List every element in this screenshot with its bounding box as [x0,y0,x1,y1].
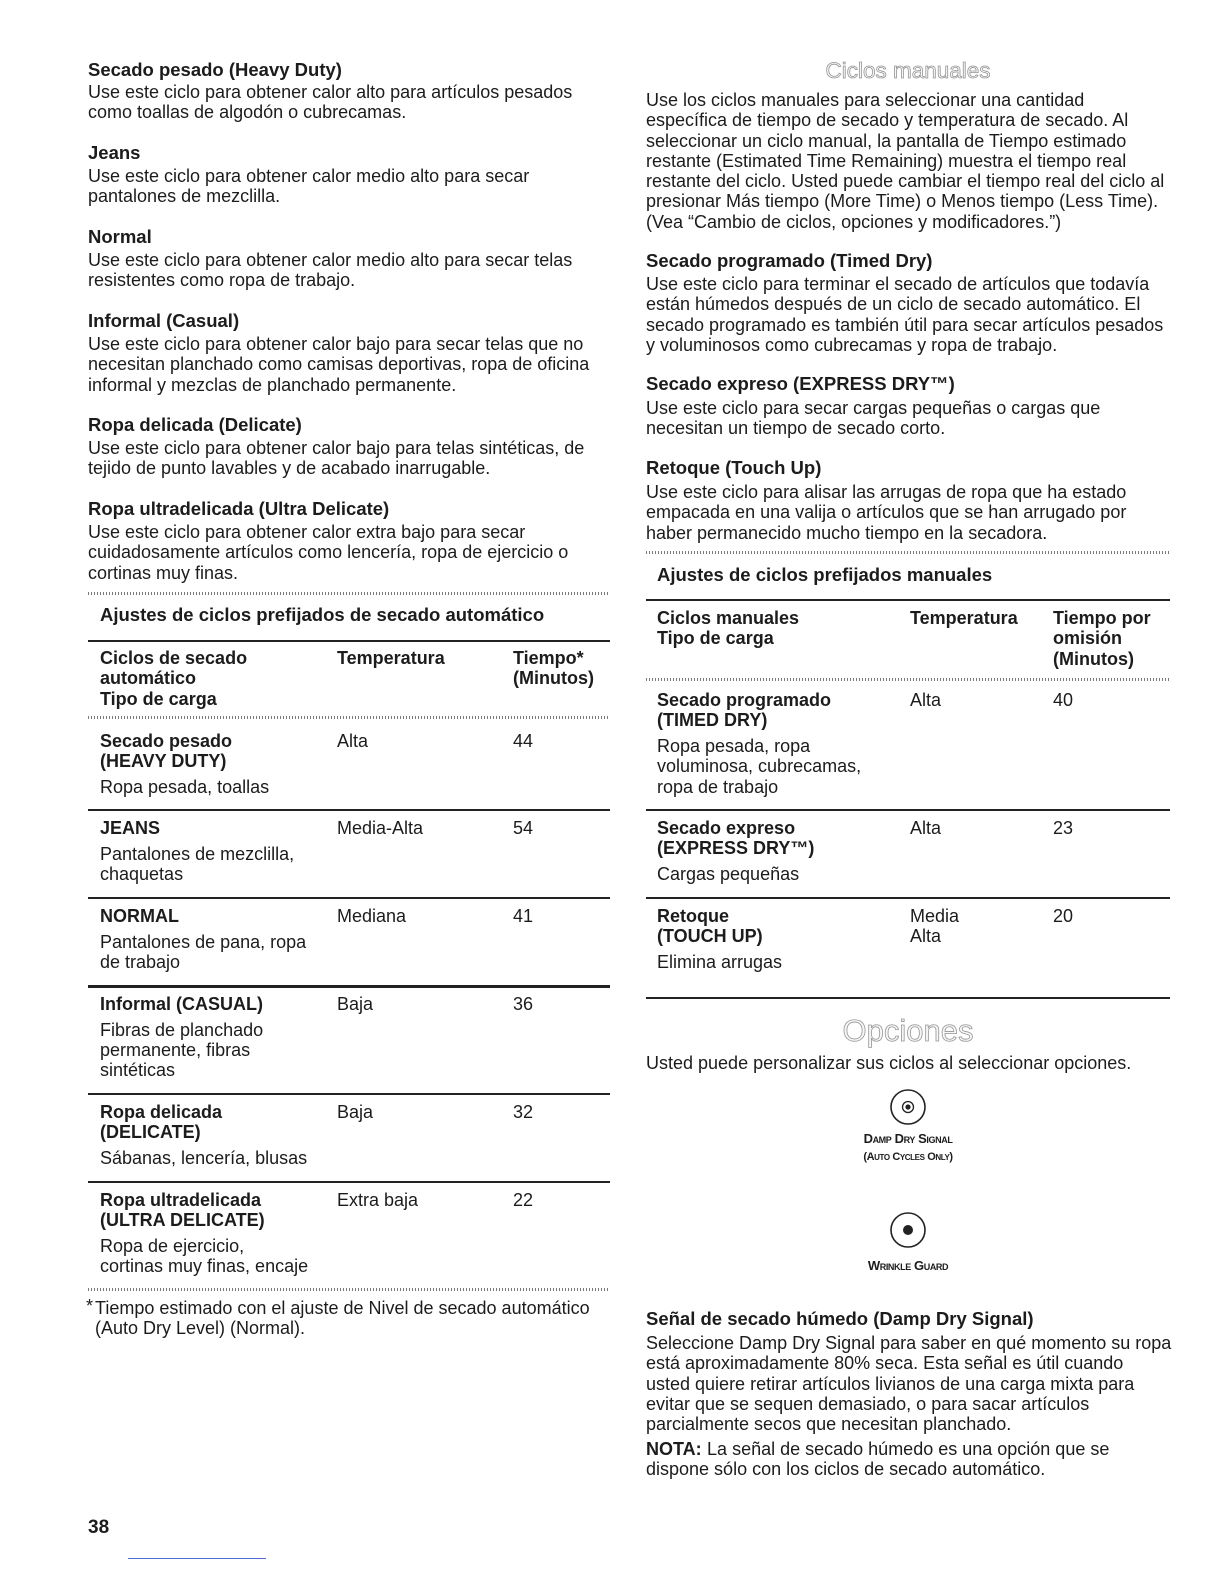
row-divider [88,1181,610,1183]
options-heading: Opciones [842,1013,974,1048]
page-number: 38 [88,1517,110,1538]
dotted-divider [88,716,610,719]
damp-dry-signal-sublabel: (Auto Cycles Only) [863,1151,953,1163]
load-type: Pantalones de mezclilla, chaquetas [100,843,295,885]
time-value: 23 [1053,818,1074,838]
load-type: Pantalones de pana, ropa de trabajo [100,931,307,973]
time-value: 44 [513,731,534,751]
temperature-value: Media-Alta [337,818,424,838]
section-text-casual: Use este ciclo para obtener calor bajo para secar telas que no necesitan planchado como camisas deportivas, ropa de oficina informal y mezclas de planchado permanente. [88,334,590,395]
manual-table-header-temperature: Temperatura [910,608,1018,628]
auto-table-header-cycle: Ciclos de secado automático Tipo de carga [100,648,248,709]
damp-dry-signal-icon [888,1087,928,1127]
cycle-name: Secado programado (TIMED DRY) [657,690,832,731]
options-intro: Usted puede personalizar sus ciclos al seleccionar opciones. [646,1053,1132,1073]
cycle-name: Secado expreso (EXPRESS DRY™) [657,818,815,859]
table-row [657,690,861,797]
section-text-heavy-duty: Use este ciclo para obtener calor alto para artículos pesados como toallas de algodón o cubrecamas. [88,82,573,123]
time-value: 22 [513,1190,534,1210]
damp-dry-signal-label: Damp Dry Signal [863,1131,953,1146]
cycle-name: Ropa delicada (DELICATE) [100,1102,223,1143]
table-bottom-rule [646,997,1170,999]
section-title-jeans: Jeans [88,142,141,163]
table-row [100,818,294,884]
load-type: Ropa de ejercicio, cortinas muy finas, encaje [100,1236,309,1277]
time-value: 54 [513,818,534,838]
row-divider [88,1093,610,1095]
auto-table-header-time: Tiempo* (Minutos) [513,648,594,689]
temperature-value: Extra baja [337,1190,419,1210]
section-title-timed-dry: Secado programado (Timed Dry) [646,250,933,271]
footnote-text: Tiempo estimado con el ajuste de Nivel de secado automático (Auto Dry Level) (Normal). [95,1298,590,1339]
dotted-divider [646,678,1170,681]
table-row [100,1190,308,1277]
wrinkle-guard-icon [888,1210,928,1250]
temperature-value: Alta [337,731,369,751]
note-text: La señal de secado húmedo es una opción que se dispone sólo con los ciclos de secado automático. [646,1439,1110,1480]
section-title-casual: Informal (Casual) [88,310,240,331]
table-row [100,731,269,797]
dotted-divider [88,592,610,595]
section-title-normal: Normal [88,226,152,247]
section-text-touch-up: Use este ciclo para alisar las arrugas de ropa que ha estado empacada en una valija o artículos que se han arrugado por haber permanecido mucho tiempo en la secadora. [646,482,1127,543]
damp-dry-title: Señal de secado húmedo (Damp Dry Signal) [646,1308,1034,1329]
cycle-name: Informal (CASUAL) [100,994,263,1014]
auto-table-title: Ajustes de ciclos prefijados de secado automático [100,604,545,625]
section-text-ultra-delicate: Use este ciclo para obtener calor extra bajo para secar cuidadosamente artículos como lencería, ropa de ejercicio o cortinas muy finas. [88,522,569,583]
table-row [100,1102,307,1168]
auto-table-header-temperature: Temperatura [337,648,445,668]
load-type: Ropa pesada, ropa voluminosa, cubrecamas, ropa de trabajo [657,736,862,797]
cycle-name: JEANS [100,818,161,838]
dotted-divider [88,1288,610,1291]
section-title-touch-up: Retoque (Touch Up) [646,457,822,478]
temperature-value: Baja [337,1102,374,1122]
row-divider [646,897,1170,899]
row-divider [88,985,610,988]
table-row [100,994,263,1081]
section-title-delicate: Ropa delicada (Delicate) [88,414,302,435]
manual-table-title: Ajustes de ciclos prefijados manuales [657,564,993,585]
temperature-value: Alta [910,690,942,710]
load-type: Fibras de planchado permanente, fibras sintéticas [100,1019,264,1081]
section-text-delicate: Use este ciclo para obtener calor bajo para telas sintéticas, de tejido de punto lavables y de acabado inarrugable. [88,438,585,479]
cycle-name: Ropa ultradelicada (ULTRA DELICATE) [100,1190,265,1231]
load-type: Sábanas, lencería, blusas [100,1148,308,1169]
time-value: 41 [513,906,534,926]
temperature-value: Mediana [337,906,407,926]
manual-table-header-cycle: Ciclos manuales Tipo de carga [657,608,800,649]
dotted-divider [646,551,1170,554]
cycle-name: Retoque (TOUCH UP) [657,906,763,947]
table-row [100,906,306,972]
section-title-ultra-delicate: Ropa ultradelicada (Ultra Delicate) [88,498,390,519]
wrinkle-guard-label: Wrinkle Guard [867,1258,949,1273]
time-value: 36 [513,994,534,1014]
row-divider [646,809,1170,811]
table-top-rule [88,640,610,642]
damp-dry-text: Seleccione Damp Dry Signal para saber en qué momento su ropa está aproximadamente 80% seca. Esta señal es útil cuando usted quiere retirar artículos livianos de una carga mixta para evitar que se sequen demasiado, o para sacar artículos parcialmente secos que necesitan planchado. [646,1333,1172,1435]
manual-table-header-time: Tiempo por omisión (Minutos) [1053,608,1151,669]
load-type: Ropa pesada, toallas [100,777,270,798]
damp-dry-note [646,1439,1109,1480]
row-divider [88,809,610,811]
time-value: 32 [513,1102,534,1122]
table-row [657,818,814,884]
temperature-value: Baja [337,994,374,1014]
section-text-jeans: Use este ciclo para obtener calor medio alto para secar pantalones de mezclilla. [88,166,530,207]
note-label: NOTA: [646,1439,702,1459]
load-type: Elimina arrugas [657,952,783,973]
blue-rule [128,1558,266,1559]
row-divider [88,897,610,899]
table-top-rule [646,599,1170,601]
temperature-value: Media Alta [910,906,960,947]
section-text-timed-dry: Use este ciclo para terminar el secado de artículos que todavía están húmedos después de un ciclo de secado automático. El secado programado es también útil para secar artículos pesados y voluminosos como cubrecamas y ropa de trabajo. [646,274,1164,355]
temperature-value: Alta [910,818,942,838]
time-value: 20 [1053,906,1074,926]
cycle-name: Secado pesado (HEAVY DUTY) [100,731,233,772]
manual-cycles-heading: Ciclos manuales [825,58,991,83]
cycle-name: NORMAL [100,906,179,926]
section-title-express-dry: Secado expreso (EXPRESS DRY™) [646,373,955,394]
section-text-express-dry: Use este ciclo para secar cargas pequeñas o cargas que necesitan un tiempo de secado corto. [646,398,1101,439]
load-type: Cargas pequeñas [657,864,800,885]
table-row [657,906,782,972]
time-value: 40 [1053,690,1074,710]
section-title-heavy-duty: Secado pesado (Heavy Duty) [88,59,342,80]
footnote-marker: * [86,1296,94,1316]
section-text-normal: Use este ciclo para obtener calor medio alto para secar telas resistentes como ropa de trabajo. [88,250,573,291]
manual-cycles-intro: Use los ciclos manuales para seleccionar una cantidad específica de tiempo de secado y temperatura de secado. Al seleccionar un ciclo manual, la pantalla de Tiempo estimado restante (Estimated Time Remaining) muestra el tiempo real restante del ciclo. Usted puede cambiar el tiempo real del ciclo al presionar Más tiempo (More Time) o Menos tiempo (Less Time). (Vea “Cambio de ciclos, opciones y modificadores.”) [646,90,1165,232]
